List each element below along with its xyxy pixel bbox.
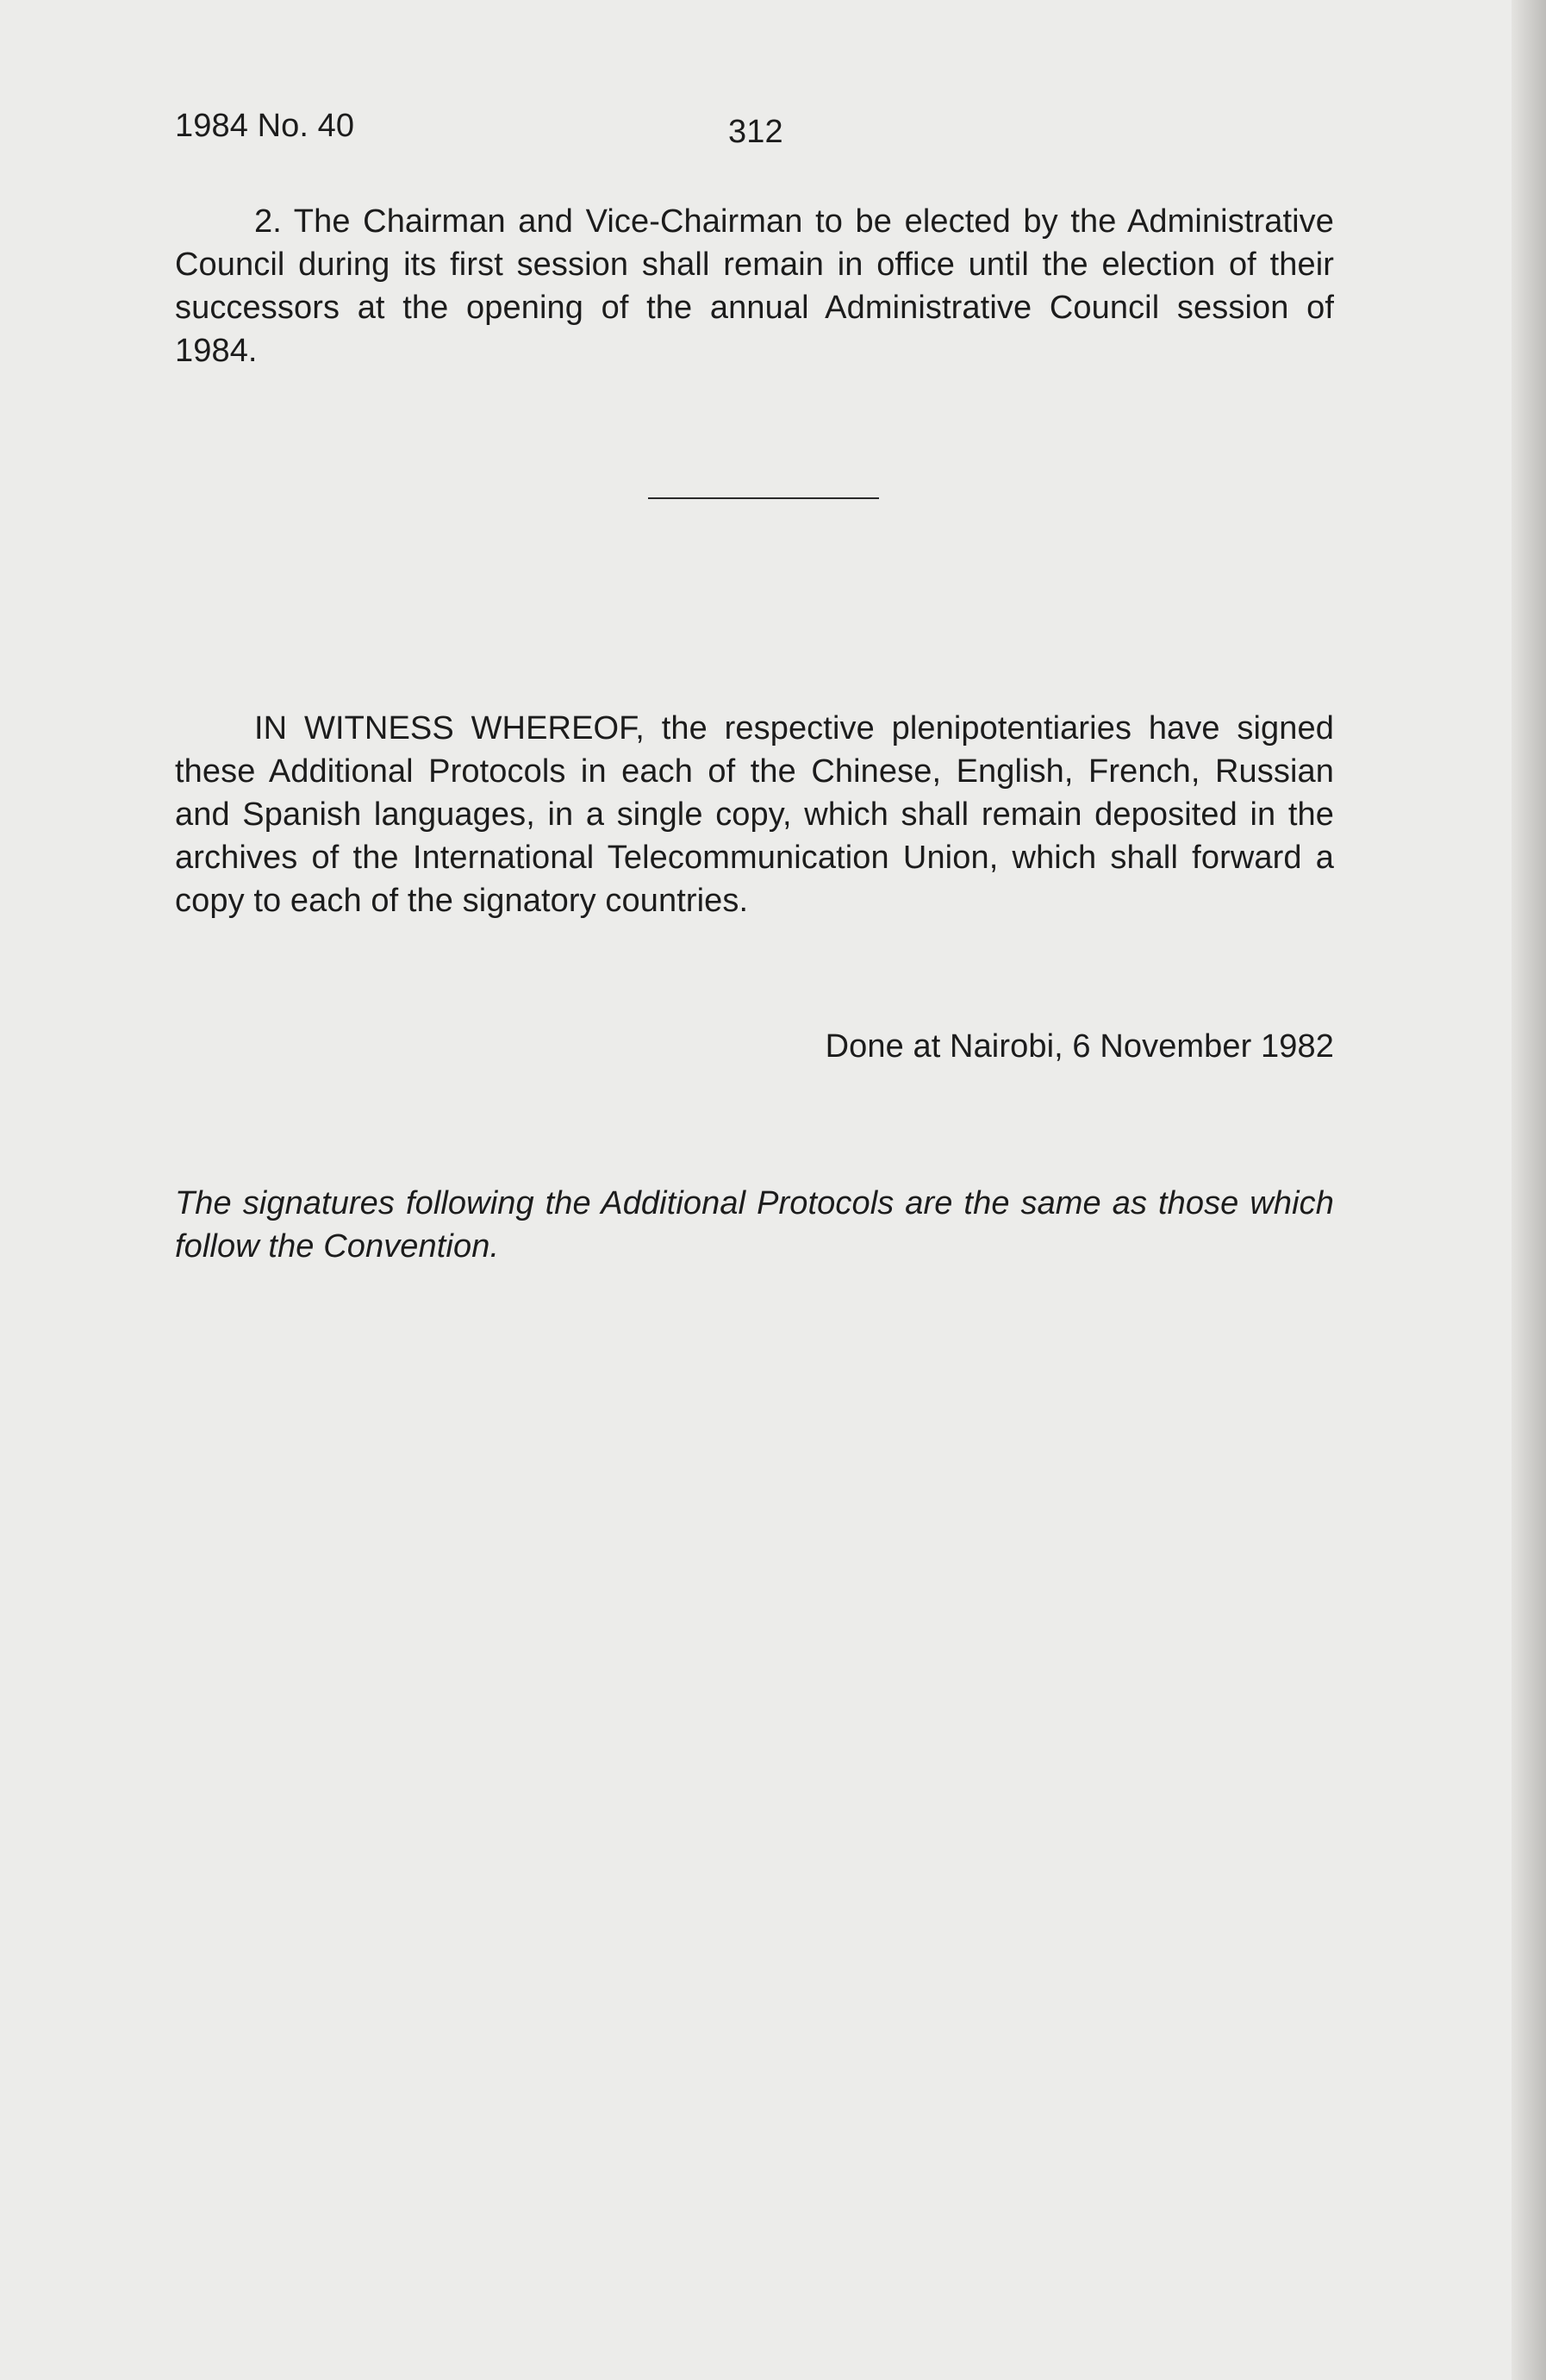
section-divider: [648, 497, 879, 499]
signatures-note: The signatures following the Additional Protocols are the same as those which follow the Convention.: [175, 1185, 1334, 1265]
page-number: 312: [728, 114, 783, 150]
page-edge-shadow: [1512, 0, 1546, 2380]
witness-clause: IN WITNESS WHEREOF, the respective plenipotentiaries have signed these Additional Protocols in each of the Chinese, English, French, Russian and Spanish languages, in a single copy, which shall remain deposited in the archives of the International Telecommunication Union, which shall forward a copy to each of the signatory countries.: [175, 710, 1334, 919]
paragraph-chairman-term: 2. The Chairman and Vice-Chairman to be elected by the Administrative Council during its first session shall remain in office until the election of their successors at the opening of the annual Administrative Council session of 1984.: [175, 203, 1334, 369]
signing-place-date: Done at Nairobi, 6 November 1982: [825, 1028, 1334, 1065]
publication-reference: 1984 No. 40: [175, 108, 355, 144]
